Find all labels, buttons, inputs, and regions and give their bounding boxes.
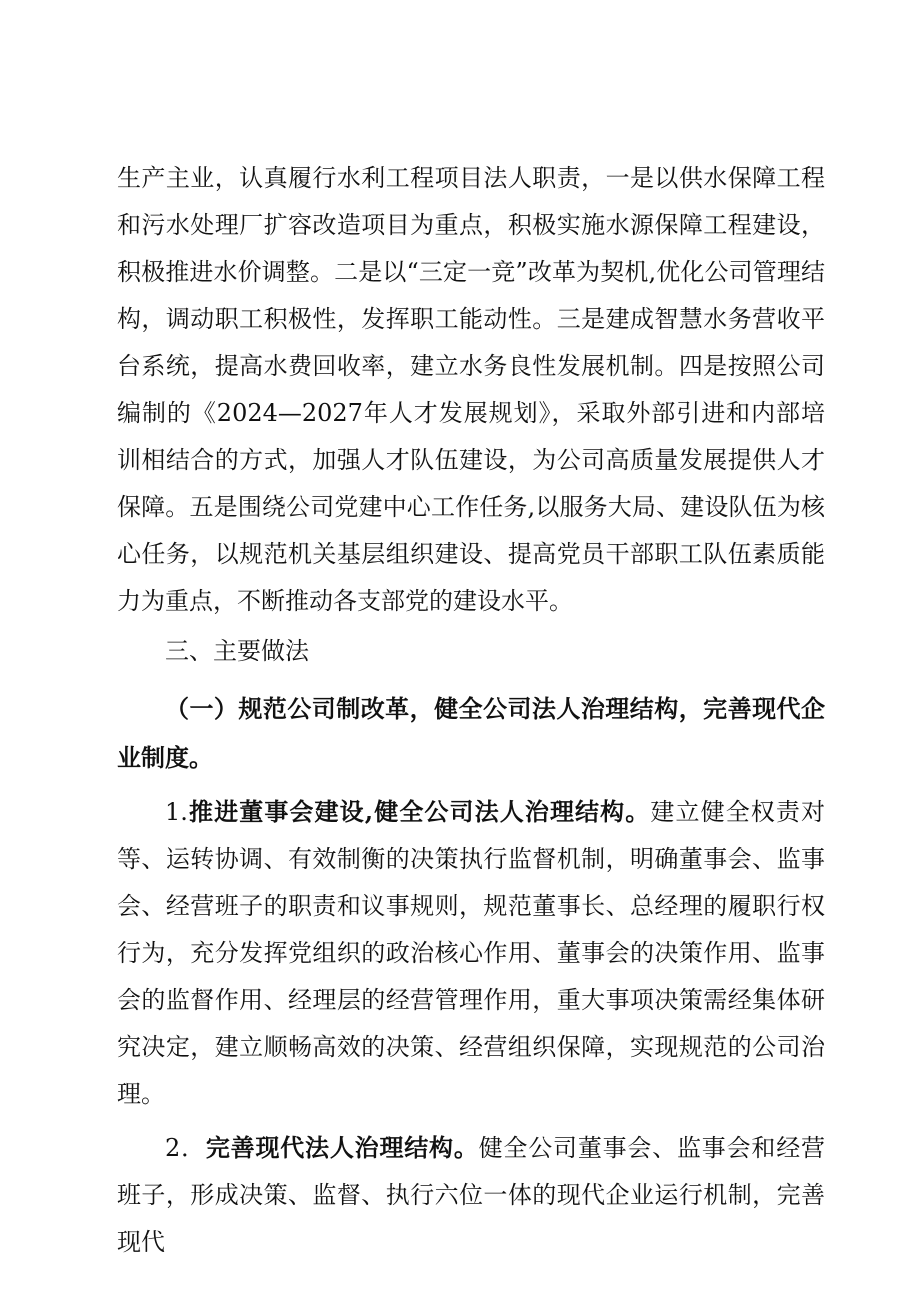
item-2-heading: 完善现代法人治理结构。 [205, 1133, 479, 1162]
paragraph-item-1 [117, 788, 825, 1118]
paragraph-item-2 [117, 1124, 825, 1266]
item-1-heading: 推进董事会建设,健全公司法人治理结构。 [187, 797, 651, 826]
section-heading: 三、主要做法 [165, 637, 309, 665]
item-1-number: 1. [165, 798, 188, 826]
subsection-heading: （一）规范公司制改革，健全公司法人治理结构，完善现代企业制度。 [117, 694, 825, 772]
item-2-number: 2． [165, 1134, 206, 1162]
document-body [117, 155, 825, 1266]
item-1-body: 建立健全权责对等、运转协调、有效制衡的决策执行监督机制，明确董事会、监事会、经营班子的职责和议事规则，规范董事长、总经理的履职行权行为，充分发挥党组织的政治核心作用、董事会的决策作用、监事会的监督作用、经理层的经营管理作用，重大事项决策需经集体研究决定，建立顺畅高效的决策、经营组织保障，实现规范的公司治理。 [117, 798, 826, 1108]
paragraph-intro: 生产主业，认真履行水利工程项目法人职责，一是以供水保障工程和污水处理厂扩容改造项目为重点，积极实施水源保障工程建设，积极推进水价调整。二是以“三定一竞”改革为契机,优化公司管理结构，调动职工积极性，发挥职工能动性。三是建成智慧水务营收平台系统，提高水费回收率，建立水务良性发展机制。四是按照公司编制的《2024—2027年人才发展规划》，采取外部引进和内部培训相结合的方式，加强人才队伍建设，为公司高质量发展提供人才保障。五是围绕公司党建中心工作任务,以服务大局、建设队伍为核心任务，以规范机关基层组织建设、提高党员干部职工队伍素质能力为重点，不断推动各支部党的建设水平。 [117, 164, 825, 615]
item-2-body: 健全公司董事会、监事会和经营班子，形成决策、监督、执行六位一体的现代企业运行机制，完善现代 [117, 1134, 825, 1256]
